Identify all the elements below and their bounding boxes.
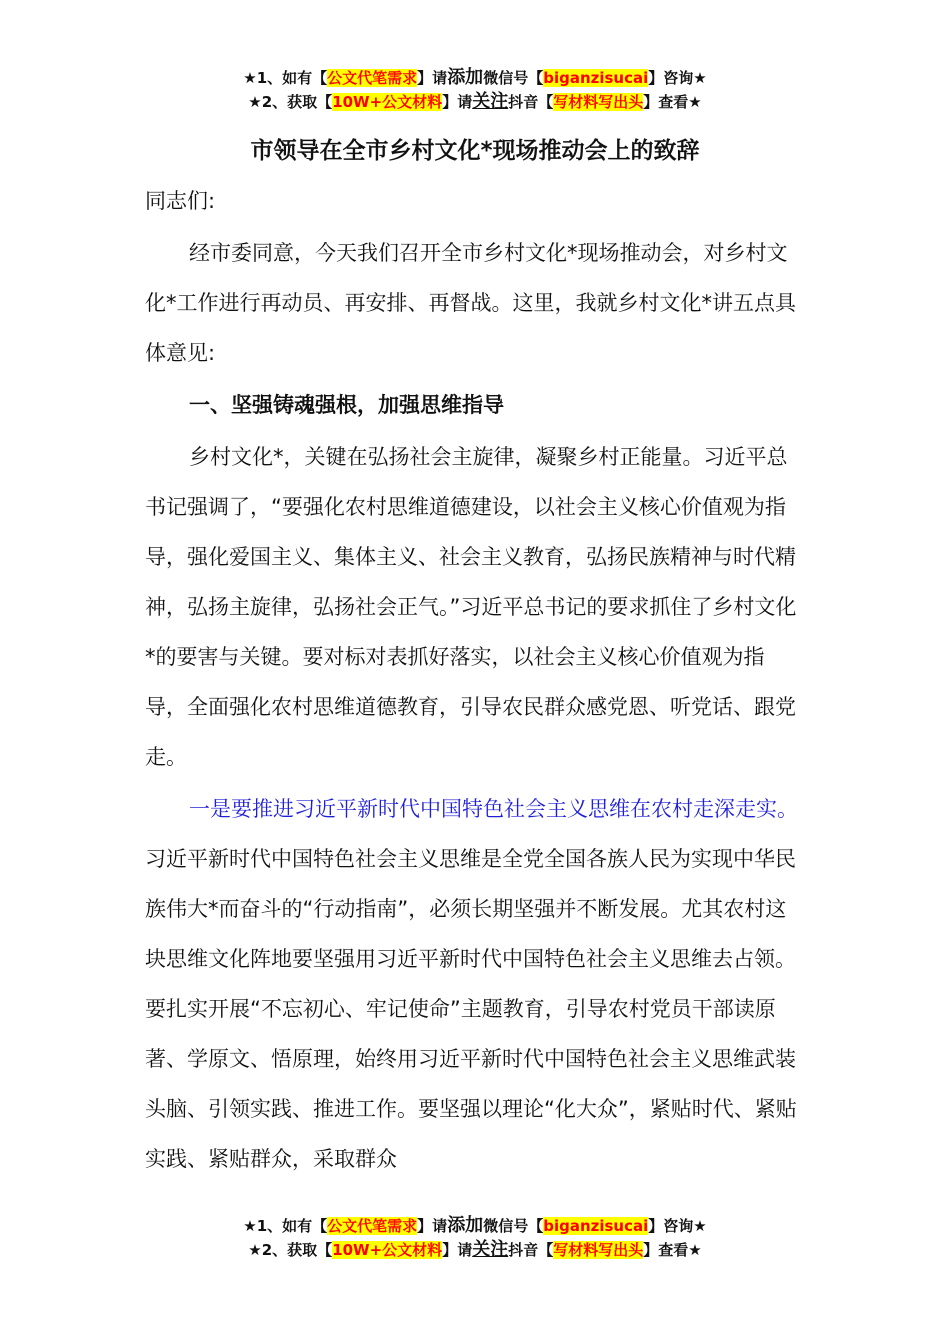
paragraph-text: 乡村文化*，关键在弘扬社会主旋律，凝聚乡村正能量。习近平总书记强调了，“要强化农村思维道德建设，以社会主义核心价值观为指导，强化爱国主义、集体主义、社会主义教育，弘扬民族精神与时代精神，弘扬主旋律，弘扬社会正气。”习近平总书记的要求抓住了乡村文化*的要害与关键。要对标对表抓好落实，以社会主义核心价值观为指导，全面强化农村思维道德教育，引导农民群众感党恩、听党话、跟党走。 xyxy=(145,445,797,769)
document-title: 市领导在全市乡村文化*现场推动会上的致辞 xyxy=(250,138,700,164)
paragraph-text xyxy=(145,784,805,1184)
promo-banner-bottom xyxy=(0,1214,950,1262)
promo-text: 】咨询★ xyxy=(648,1217,707,1235)
promo-text: 】请 xyxy=(442,93,473,111)
promo-text: ★1、如有【 xyxy=(243,69,328,87)
paragraph-section1 xyxy=(145,432,805,782)
paragraph-text: 经市委同意，今天我们召开全市乡村文化*现场推动会，对乡村文化*工作进行再动员、再安排、再督战。这里，我就乡村文化*讲五点具体意见: xyxy=(145,241,796,365)
wechat-id-highlight: biganzisucai xyxy=(543,69,649,87)
promo-text: 添加 xyxy=(447,1215,484,1236)
paragraph-intro xyxy=(145,228,805,378)
promo-line-1 xyxy=(0,66,950,90)
douyin-id-highlight: 写材料写出头 xyxy=(553,93,644,111)
paragraph-point1 xyxy=(145,784,805,1184)
salutation: 同志们: xyxy=(145,189,216,213)
promo-text: 】咨询★ xyxy=(648,69,707,87)
promo-line-2 xyxy=(0,90,950,114)
highlight-text: 公文代笔需求 xyxy=(327,69,418,87)
promo-text: 抖音【 xyxy=(508,1241,554,1259)
promo-text: 】请 xyxy=(417,1217,448,1235)
promo-text: 关注 xyxy=(472,91,509,112)
promo-line-1 xyxy=(0,1214,950,1238)
promo-text: 抖音【 xyxy=(508,93,554,111)
promo-text: 关注 xyxy=(472,1239,509,1260)
promo-text: 添加 xyxy=(447,67,484,88)
douyin-id-highlight: 写材料写出头 xyxy=(553,1241,644,1259)
promo-text: 】请 xyxy=(417,69,448,87)
highlight-text: 10W+公文材料 xyxy=(332,93,443,111)
promo-text: ★2、获取【 xyxy=(248,93,333,111)
promo-text: 微信号【 xyxy=(483,1217,544,1235)
highlight-text: 10W+公文材料 xyxy=(332,1241,443,1259)
wechat-id-highlight: biganzisucai xyxy=(543,1217,649,1235)
promo-text: ★2、获取【 xyxy=(248,1241,333,1259)
promo-line-2 xyxy=(0,1238,950,1262)
promo-text: 微信号【 xyxy=(483,69,544,87)
promo-text: ★1、如有【 xyxy=(243,1217,328,1235)
heading-text: 一、坚强铸魂强根，加强思维指导 xyxy=(189,393,504,417)
highlight-text: 公文代笔需求 xyxy=(327,1217,418,1235)
point-body-text: 习近平新时代中国特色社会主义思维是全党全国各族人民为实现中华民族伟大*而奋斗的“行动指南”，必须长期坚强并不断发展。尤其农村这块思维文化阵地要坚强用习近平新时代中国特色社会主义思维去占领。要扎实开展“不忘初心、牢记使命”主题教育，引导农村党员干部读原著、学原文、悟原理，始终用习近平新时代中国特色社会主义思维武装头脑、引领实践、推进工作。要坚强以理论“化大众”，紧贴时代、紧贴实践、紧贴群众，采取群众 xyxy=(145,847,797,1171)
promo-text: 】查看★ xyxy=(643,93,702,111)
section-heading xyxy=(145,380,805,430)
promo-text: 】查看★ xyxy=(643,1241,702,1259)
point-lead-text: 一是要推进习近平新时代中国特色社会主义思维在农村走深走实。 xyxy=(189,797,798,821)
promo-banner-top xyxy=(0,66,950,114)
promo-text: 】请 xyxy=(442,1241,473,1259)
